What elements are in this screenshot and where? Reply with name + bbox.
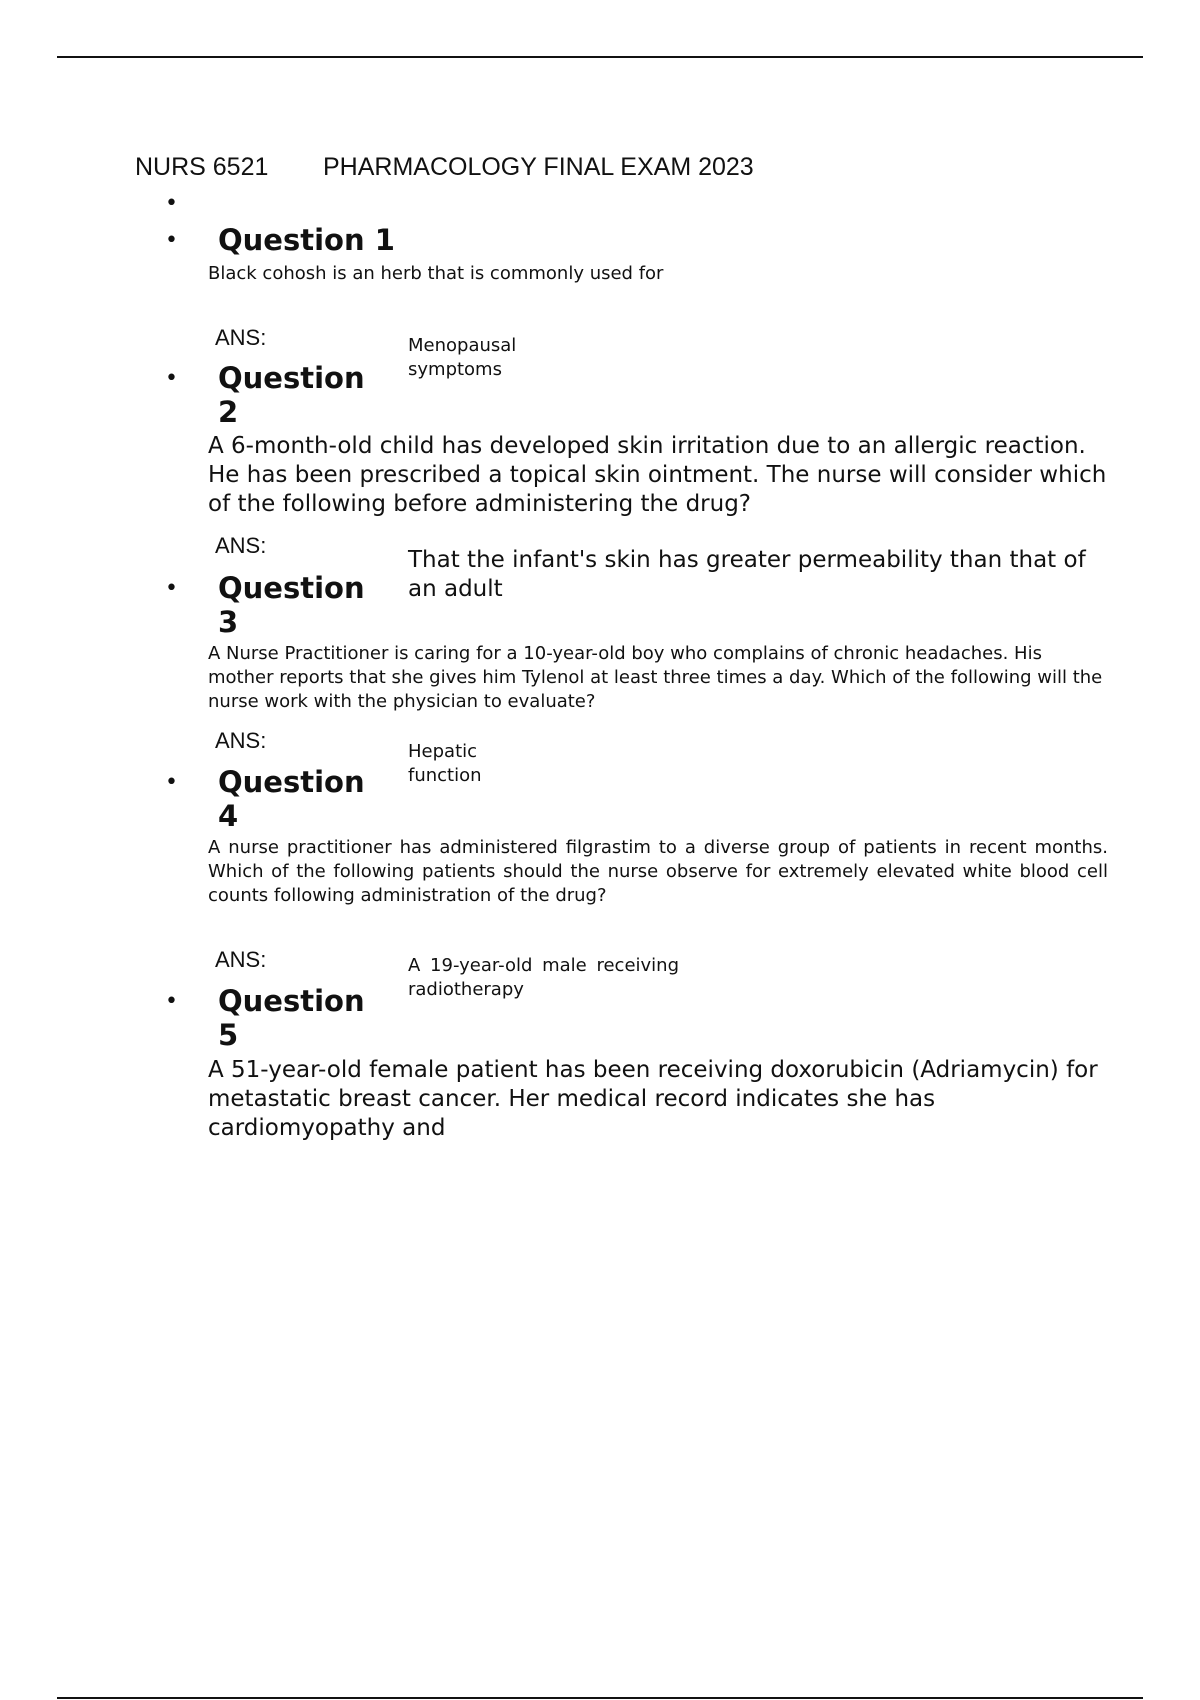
question-4-title: Question 4	[218, 765, 365, 833]
question-3-title: Question 3	[218, 571, 365, 639]
exam-title: PHARMACOLOGY FINAL EXAM 2023	[323, 153, 754, 181]
question-5-title: Question 5	[218, 984, 365, 1052]
course-code: NURS 6521	[135, 153, 269, 181]
question-1-text: Black cohosh is an herb that is commonly used for	[208, 263, 664, 284]
bullet-icon: •	[165, 228, 178, 253]
bullet-icon: •	[165, 366, 178, 391]
bullet-icon: •	[165, 989, 178, 1014]
top-rule	[57, 56, 1143, 58]
bottom-rule	[57, 1697, 1143, 1699]
question-1-title: Question 1	[218, 223, 395, 257]
question-2-text: A 6-month-old child has developed skin irritation due to an allergic reaction. He has been prescribed a topical skin ointment. The nurse will consider which of the following before administering the drug?	[208, 433, 1107, 517]
question-3-ans-label: ANS:	[215, 728, 267, 753]
bullet-icon: •	[165, 191, 178, 216]
question-2-ans-label: ANS:	[215, 533, 267, 558]
question-3-text: A Nurse Practitioner is caring for a 10-year-old boy who complains of chronic headaches. His mother reports that she gives him Tylenol at least three times a day. Which of the following will the nurse work with the physician to evaluate?	[208, 643, 1103, 712]
question-2-answer: That the infant's skin has greater permeability than that of an adult	[408, 547, 1086, 602]
question-5-text: A 51-year-old female patient has been receiving doxorubicin (Adriamycin) for metastatic breast cancer. Her medical record indicates she has cardiomyopathy and	[208, 1057, 1098, 1141]
question-1-answer: Menopausal symptoms	[408, 335, 517, 380]
question-4-text: A nurse practitioner has administered filgrastim to a diverse group of patients in recent months. Which of the following patients should the nurse observe for extremely elevated white blood cell counts following administration of the drug?	[208, 837, 1108, 906]
question-4-answer: A 19-year-old male receiving radiotherapy	[408, 955, 680, 1000]
question-2-title: Question 2	[218, 361, 365, 429]
question-3-answer: Hepatic function	[408, 741, 482, 786]
question-1-ans-label: ANS:	[215, 325, 267, 350]
bullet-icon: •	[165, 770, 178, 795]
page-title	[135, 153, 754, 182]
bullet-icon: •	[165, 576, 178, 601]
question-4-ans-label: ANS:	[215, 947, 267, 972]
